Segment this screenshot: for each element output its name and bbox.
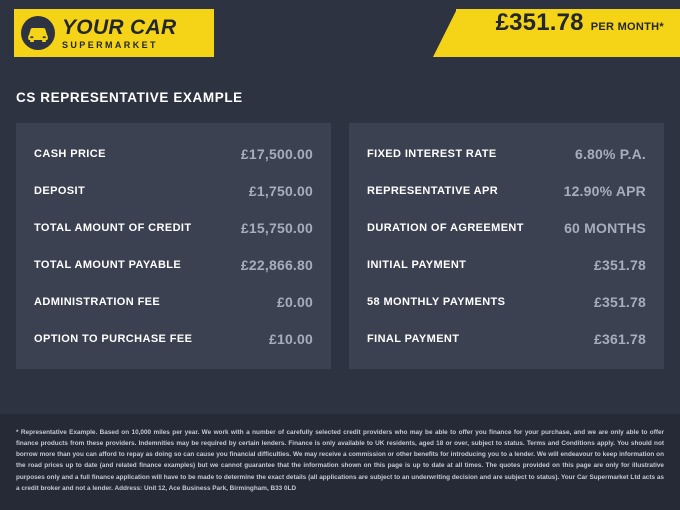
row-label: DURATION OF AGREEMENT [367, 221, 524, 234]
table-row [349, 135, 664, 172]
row-label: ADMINISTRATION FEE [34, 295, 161, 308]
table-row [349, 283, 664, 320]
left-details-panel [16, 123, 331, 369]
table-row [16, 172, 331, 209]
table-row [16, 209, 331, 246]
monthly-price-period: PER MONTH* [590, 21, 664, 33]
footnote-disclaimer [0, 414, 680, 510]
row-label: DEPOSIT [34, 184, 86, 197]
brand-logo-text [62, 17, 176, 50]
brand-logo-title: YOUR CAR [62, 15, 177, 39]
row-label: FIXED INTEREST RATE [367, 147, 497, 160]
table-row [349, 320, 664, 357]
row-label: TOTAL AMOUNT PAYABLE [34, 258, 182, 271]
table-row [349, 246, 664, 283]
row-value: £1,750.00 [248, 182, 313, 199]
finance-details-panels [16, 123, 664, 369]
table-row [349, 209, 664, 246]
row-value: £15,750.00 [240, 219, 313, 236]
car-front-icon [21, 16, 55, 50]
table-row [349, 172, 664, 209]
row-label: 58 MONTHLY PAYMENTS [367, 295, 506, 308]
page-title: CS REPRESENTATIVE EXAMPLE [16, 90, 243, 105]
table-row [16, 283, 331, 320]
table-row [16, 320, 331, 357]
row-value: £361.78 [593, 330, 646, 347]
monthly-price-banner [456, 9, 680, 57]
page-header [0, 0, 680, 68]
footnote-text: * Representative Example. Based on 10,000 miles per year. We work with a number of carefully selected credit providers who may be able to offer you finance for your purchase, and we are only able to offer finance products from these providers. Indemnities may be required by certain lenders. Finance is only available to UK residents, aged 18 or over, subject to status. Terms and Conditions apply. You should not borrow more than you can afford to repay as doing so can cause you financial difficulties. We may receive a commission or other benefits for introducing you to a lender. We will endeavour to keep information on the road prices up to date (and related finance examples) but we cannot guarantee that the information shown on this page is up to date at all times. The quotes provided on this page are only for illustrative purposes only and a full finance application will have to be made to determine the exact details (all applications are subject to an underwriting decision and are subject to status). Your Car Supermarket Ltd acts as a credit broker and not a lender. Address: Unit 12, Ace Business Park, Birmingham, B33 0LD [16, 428, 664, 492]
row-value: £0.00 [276, 293, 313, 310]
row-label: REPRESENTATIVE APR [367, 184, 499, 197]
row-value: £17,500.00 [240, 145, 313, 162]
row-value: 12.90% APR [563, 182, 646, 199]
row-value: 60 MONTHS [564, 219, 646, 236]
row-label: CASH PRICE [34, 147, 106, 160]
row-label: FINAL PAYMENT [367, 332, 460, 345]
row-value: £351.78 [593, 256, 646, 273]
row-value: £22,866.80 [240, 256, 313, 273]
table-row [16, 135, 331, 172]
brand-logo[interactable] [14, 9, 214, 57]
brand-logo-subtitle: SUPERMARKET [62, 39, 158, 50]
row-label: TOTAL AMOUNT OF CREDIT [34, 221, 192, 234]
row-label: OPTION TO PURCHASE FEE [34, 332, 193, 345]
row-value: 6.80% P.A. [574, 145, 646, 162]
right-details-panel [349, 123, 664, 369]
table-row [16, 246, 331, 283]
row-value: £10.00 [268, 330, 313, 347]
monthly-price-amount: £351.78 [495, 9, 584, 36]
row-label: INITIAL PAYMENT [367, 258, 467, 271]
row-value: £351.78 [593, 293, 646, 310]
